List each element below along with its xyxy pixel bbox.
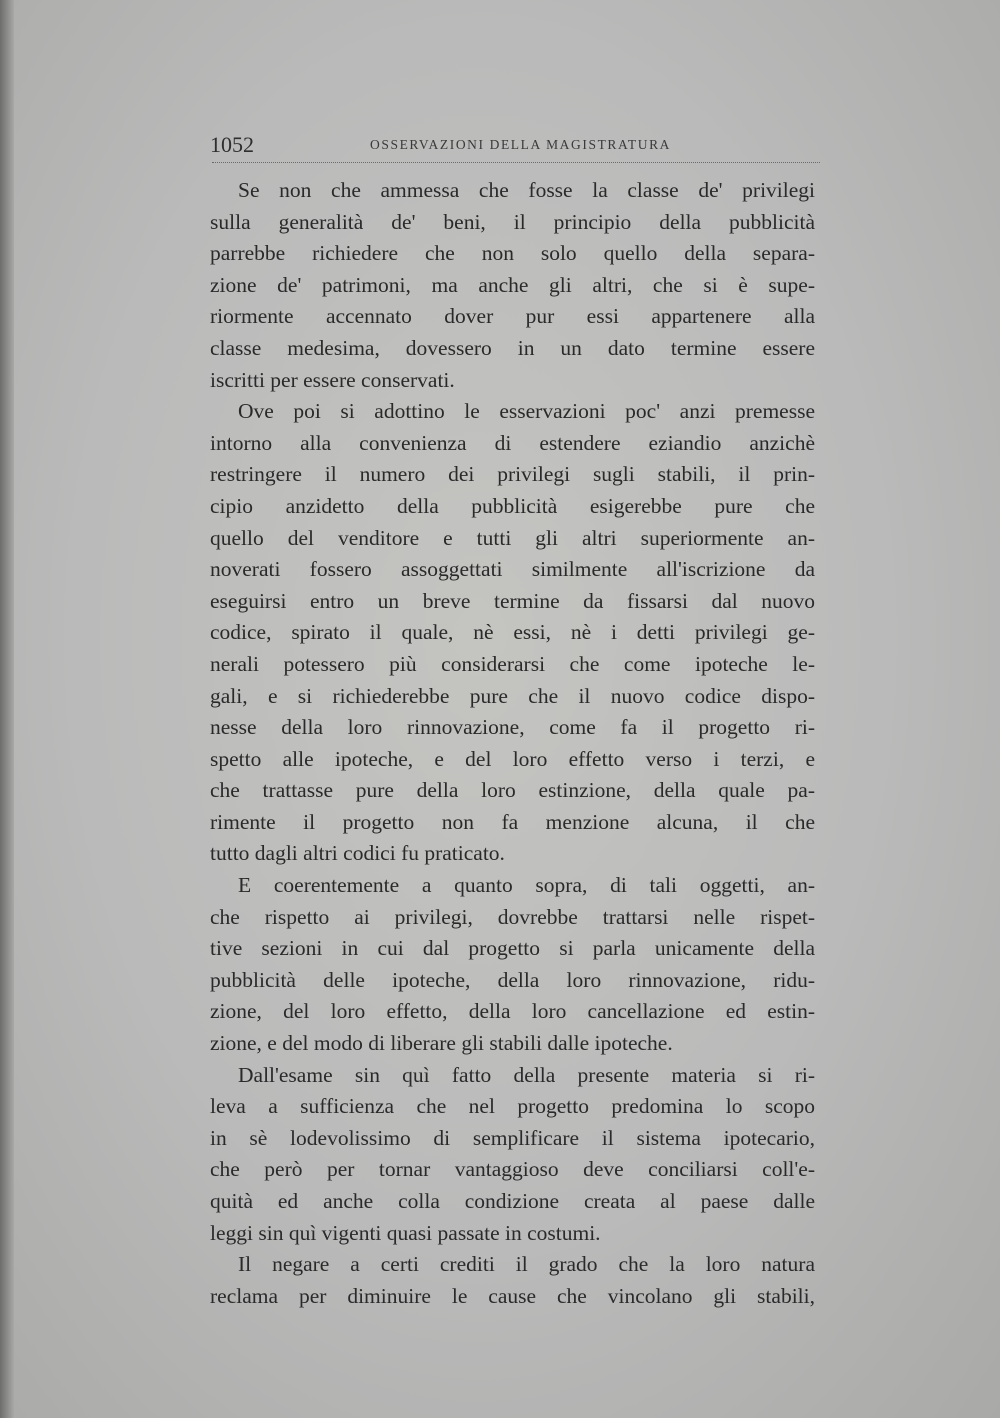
paragraph — [210, 396, 815, 870]
text-line: Dall'esame sin quì fatto della presente materia si ri- — [238, 1062, 815, 1087]
text-line: sulla generalità de' beni, il principio della pubblicità — [210, 209, 815, 234]
text-line: E coerentemente a quanto sopra, di tali oggetti, an- — [238, 873, 815, 898]
text-line: Il negare a certi crediti il grado che la loro natura — [238, 1252, 815, 1277]
text-line: parrebbe richiedere che non solo quello della separa- — [210, 241, 815, 266]
text-line: zione, e del modo di liberare gli stabili dalle ipoteche. — [210, 1031, 673, 1056]
text-line: quità ed anche colla condizione creata al paese dalle — [210, 1189, 815, 1213]
text-line: spetto alle ipoteche, e del loro effetto verso i terzi, e — [210, 746, 815, 771]
text-line: noverati fossero assoggettati similmente all'iscrizione da — [210, 557, 815, 582]
text-line: rimente il progetto non fa menzione alcuna, il che — [210, 809, 815, 834]
text-line: codice, spirato il quale, nè essi, nè i detti privilegi ge- — [210, 620, 815, 645]
text-line: Se non che ammessa che fosse la classe de' privilegi — [238, 178, 815, 202]
text-line: leva a sufficienza che nel progetto predomina lo scopo — [210, 1094, 815, 1119]
text-line: intorno alla convenienza di estendere eziandio anzichè — [210, 430, 815, 455]
text-line: tive sezioni in cui dal progetto si parla unicamente della — [210, 936, 815, 961]
page-number: 1052 — [210, 132, 254, 157]
paragraph — [210, 175, 815, 396]
text-line: nerali potessero più considerarsi che come ipoteche le- — [210, 651, 815, 676]
text-line: restringere il numero dei privilegi sugli stabili, il prin- — [210, 462, 815, 487]
text-line: che però per tornar vantaggioso deve conciliarsi coll'e- — [210, 1157, 815, 1182]
page-edge-shadow — [0, 0, 14, 1418]
page-header — [210, 132, 820, 160]
text-line: zione de' patrimoni, ma anche gli altri, che si è supe- — [210, 272, 815, 297]
text-line: quello del venditore e tutti gli altri superiormente an- — [210, 525, 815, 550]
text-line: iscritti per essere conservati. — [210, 367, 455, 392]
text-line: gali, e si richiederebbe pure che il nuovo codice dispo- — [210, 683, 815, 708]
text-line: nesse della loro rinnovazione, come fa il progetto ri- — [210, 715, 815, 740]
paragraph — [210, 1060, 815, 1250]
text-line: pubblicità delle ipoteche, della loro rinnovazione, ridu- — [210, 967, 815, 992]
text-line: riormente accennato dover pur essi appartenere alla — [210, 304, 815, 329]
text-line: reclama per diminuire le cause che vincolano gli stabili, — [210, 1283, 815, 1308]
paragraph — [210, 870, 815, 1060]
text-line: in sè lodevolissimo di semplificare il sistema ipotecario, — [210, 1125, 815, 1150]
text-line: Ove poi si adottino le esservazioni poc' anzi premesse — [238, 399, 815, 424]
running-head: OSSERVAZIONI DELLA MAGISTRATURA — [370, 137, 672, 152]
text-line: zione, del loro effetto, della loro cancellazione ed estin- — [210, 999, 815, 1024]
text-line: classe medesima, dovessero in un dato termine essere — [210, 335, 815, 360]
text-line: eseguirsi entro un breve termine da fissarsi dal nuovo — [210, 588, 815, 613]
body-text — [210, 175, 815, 1312]
header-rule — [212, 162, 820, 163]
text-line: tutto dagli altri codici fu praticato. — [210, 841, 505, 866]
text-line: cipio anzidetto della pubblicità esigerebbe pure che — [210, 493, 815, 518]
text-line: che trattasse pure della loro estinzione, della quale pa- — [210, 778, 815, 803]
paragraph — [210, 1249, 815, 1312]
text-line: che rispetto ai privilegi, dovrebbe trattarsi nelle rispet- — [210, 904, 815, 929]
text-line: leggi sin quì vigenti quasi passate in costumi. — [210, 1220, 601, 1245]
